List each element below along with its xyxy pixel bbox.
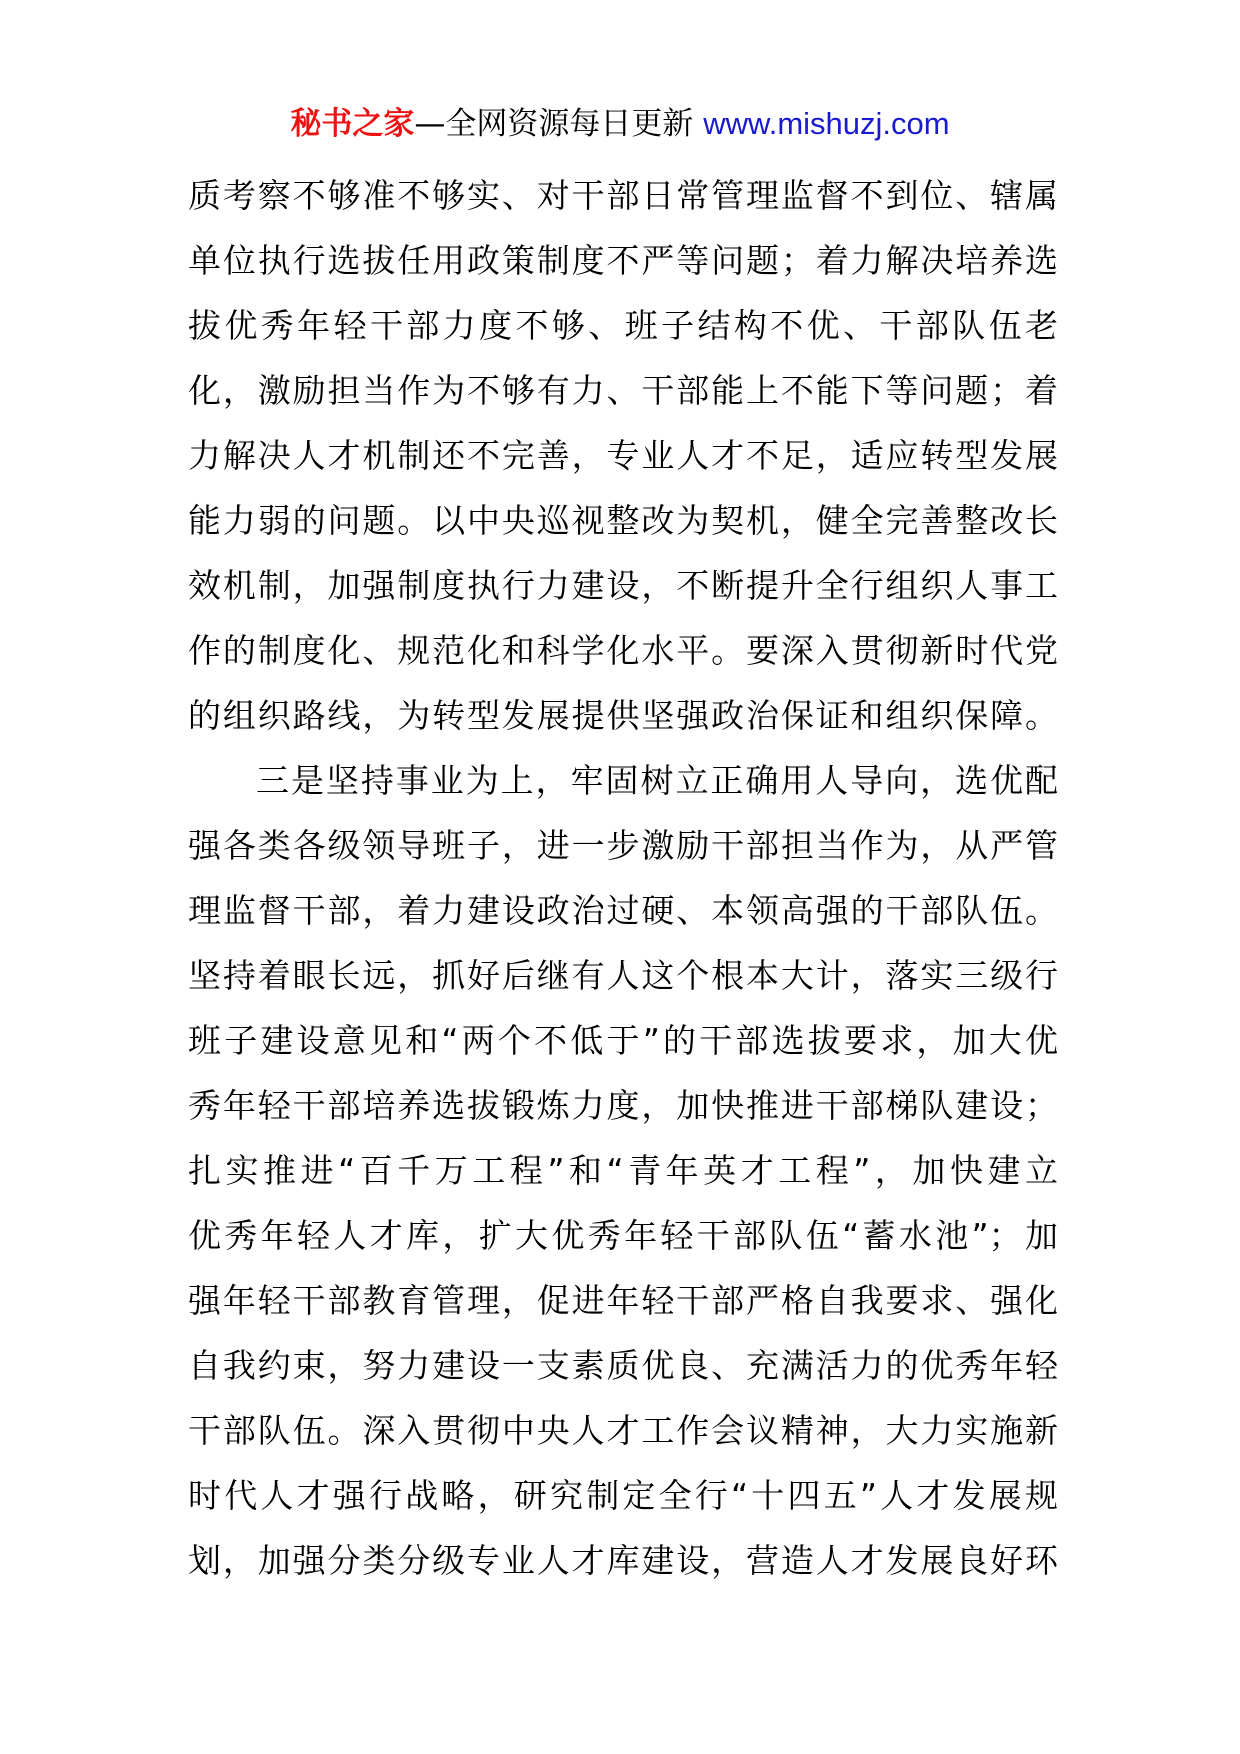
text-line: 化，激励担当作为不够有力、干部能上不能下等问题；着 bbox=[188, 371, 1058, 410]
text-line: 扎实推进“百千万工程”和“青年英才工程”，加快建立 bbox=[188, 1151, 1058, 1190]
text-line: 干部队伍。深入贯彻中央人才工作会议精神，大力实施新 bbox=[188, 1411, 1058, 1450]
text-line: 自我约束，努力建设一支素质优良、充满活力的优秀年轻 bbox=[188, 1346, 1058, 1385]
text-line: 拔优秀年轻干部力度不够、班子结构不优、干部队伍老 bbox=[188, 306, 1058, 345]
text-line: 班子建设意见和“两个不低于”的干部选拔要求，加大优 bbox=[188, 1021, 1058, 1060]
site-slogan: —全网资源每日更新 bbox=[414, 106, 694, 142]
text-line: 作的制度化、规范化和科学化水平。要深入贯彻新时代党 bbox=[188, 631, 1058, 670]
text-line: 强年轻干部教育管理，促进年轻干部严格自我要求、强化 bbox=[188, 1281, 1058, 1320]
text-line: 强各类各级领导班子，进一步激励干部担当作为，从严管 bbox=[188, 826, 1058, 865]
text-line: 划，加强分类分级专业人才库建设，营造人才发展良好环 bbox=[188, 1541, 1058, 1580]
text-line: 的组织路线，为转型发展提供坚强政治保证和组织保障。 bbox=[188, 696, 1058, 735]
site-url-link[interactable]: www.mishuzj.com bbox=[703, 106, 950, 141]
text-line: 坚持着眼长远，抓好后继有人这个根本大计，落实三级行 bbox=[188, 956, 1058, 995]
text-line: 单位执行选拔任用政策制度不严等问题；着力解决培养选 bbox=[188, 241, 1058, 280]
document-body bbox=[188, 163, 1058, 1593]
text-line: 秀年轻干部培养选拔锻炼力度，加快推进干部梯队建设； bbox=[188, 1086, 1058, 1125]
paragraph-first-line: 三是坚持事业为上，牢固树立正确用人导向，选优配 bbox=[256, 761, 1058, 800]
text-line: 优秀年轻人才库，扩大优秀年轻干部队伍“蓄水池”；加 bbox=[188, 1216, 1058, 1255]
site-brand: 秘书之家 bbox=[290, 106, 415, 142]
text-line: 力解决人才机制还不完善，专业人才不足，适应转型发展 bbox=[188, 436, 1058, 475]
text-line: 效机制，加强制度执行力建设，不断提升全行组织人事工 bbox=[188, 566, 1058, 605]
text-line: 能力弱的问题。以中央巡视整改为契机，健全完善整改长 bbox=[188, 501, 1058, 540]
text-line: 时代人才强行战略，研究制定全行“十四五”人才发展规 bbox=[188, 1476, 1058, 1515]
text-line: 理监督干部，着力建设政治过硬、本领高强的干部队伍。 bbox=[188, 891, 1058, 930]
site-header bbox=[0, 104, 1240, 144]
text-line: 质考察不够准不够实、对干部日常管理监督不到位、辖属 bbox=[188, 176, 1058, 215]
